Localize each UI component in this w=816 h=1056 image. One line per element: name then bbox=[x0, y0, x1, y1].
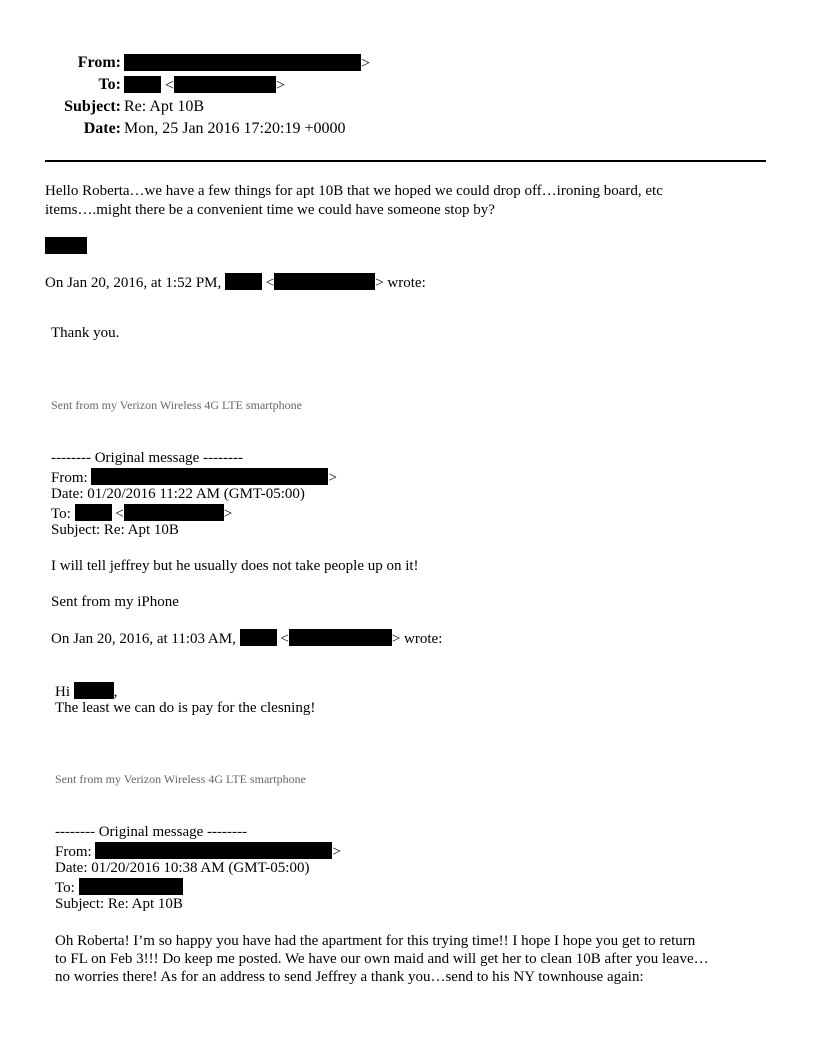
reply2-to: To: bbox=[55, 878, 183, 897]
reply2-greeting: Hi , bbox=[55, 684, 118, 700]
from-label: From: bbox=[77, 54, 121, 71]
reply1-text: Thank you. bbox=[51, 325, 120, 341]
reply1-signature: Sent from my Verizon Wireless 4G LTE smartphone bbox=[51, 398, 302, 412]
to-label: To: bbox=[98, 76, 121, 93]
date-label: Date: bbox=[83, 120, 121, 137]
reply1-message: I will tell jeffrey but he usually does not take people up on it! bbox=[51, 558, 419, 574]
reply2-signature: Sent from my Verizon Wireless 4G LTE smartphone bbox=[55, 772, 306, 786]
reply2-message: The least we can do is pay for the clesning! bbox=[55, 700, 316, 716]
redacted-sender-name bbox=[225, 273, 262, 290]
reply1-date: Date: 01/20/2016 11:22 AM (GMT-05:00) bbox=[51, 486, 305, 502]
header-divider bbox=[45, 160, 766, 162]
body-para1-line2: items….might there be a convenient time we could have someone stop by? bbox=[45, 202, 495, 218]
redacted-from bbox=[124, 54, 361, 71]
redacted-signature bbox=[45, 237, 87, 256]
redacted-reply2-from bbox=[95, 842, 332, 859]
redacted-to-name bbox=[124, 76, 161, 93]
redacted-quote2-email bbox=[289, 629, 392, 646]
redacted-quote2-name bbox=[240, 629, 277, 646]
reply2-para-line3: no worries there! As for an address to send Jeffrey a thank you…send to his NY townhouse again: bbox=[55, 969, 644, 985]
redacted-to-email bbox=[174, 76, 276, 93]
to-value: < > bbox=[124, 76, 285, 95]
redacted-reply2-to bbox=[79, 878, 183, 895]
reply1-quote-line: On Jan 20, 2016, at 11:03 AM, < > wrote: bbox=[51, 631, 443, 647]
reply2-para-line2: to FL on Feb 3!!! Do keep me posted. We have our own maid and will get her to clean 10B after you leave… bbox=[55, 951, 709, 967]
from-value: > bbox=[124, 54, 370, 73]
reply2-subject: Subject: Re: Apt 10B bbox=[55, 896, 183, 912]
quote1-line: On Jan 20, 2016, at 1:52 PM, < > wrote: bbox=[45, 275, 426, 291]
reply2-orig-header: -------- Original message -------- bbox=[55, 824, 247, 840]
reply2-date: Date: 01/20/2016 10:38 AM (GMT-05:00) bbox=[55, 860, 310, 876]
subject-label: Subject: bbox=[64, 98, 121, 115]
date-value: Mon, 25 Jan 2016 17:20:19 +0000 bbox=[124, 120, 346, 137]
reply1-from: From: > bbox=[51, 470, 337, 486]
reply1-subject: Subject: Re: Apt 10B bbox=[51, 522, 179, 538]
redacted-reply1-from bbox=[91, 468, 328, 485]
reply2-para-line1: Oh Roberta! I’m so happy you have had the apartment for this trying time!! I hope I hope you get to return bbox=[55, 933, 696, 949]
redacted-sender-email bbox=[274, 273, 375, 290]
reply2-from: From: > bbox=[55, 844, 341, 860]
body-para1-line1: Hello Roberta…we have a few things for apt 10B that we hoped we could drop off…ironing board, etc bbox=[45, 183, 663, 199]
reply1-orig-header: -------- Original message -------- bbox=[51, 450, 243, 466]
redacted-reply1-to-name bbox=[75, 504, 112, 521]
subject-value: Re: Apt 10B bbox=[124, 98, 205, 115]
reply1-sent-from: Sent from my iPhone bbox=[51, 594, 179, 610]
redacted-reply1-to-email bbox=[124, 504, 224, 521]
reply1-to: To: < > bbox=[51, 506, 233, 522]
redacted-greeting-name bbox=[74, 682, 114, 699]
